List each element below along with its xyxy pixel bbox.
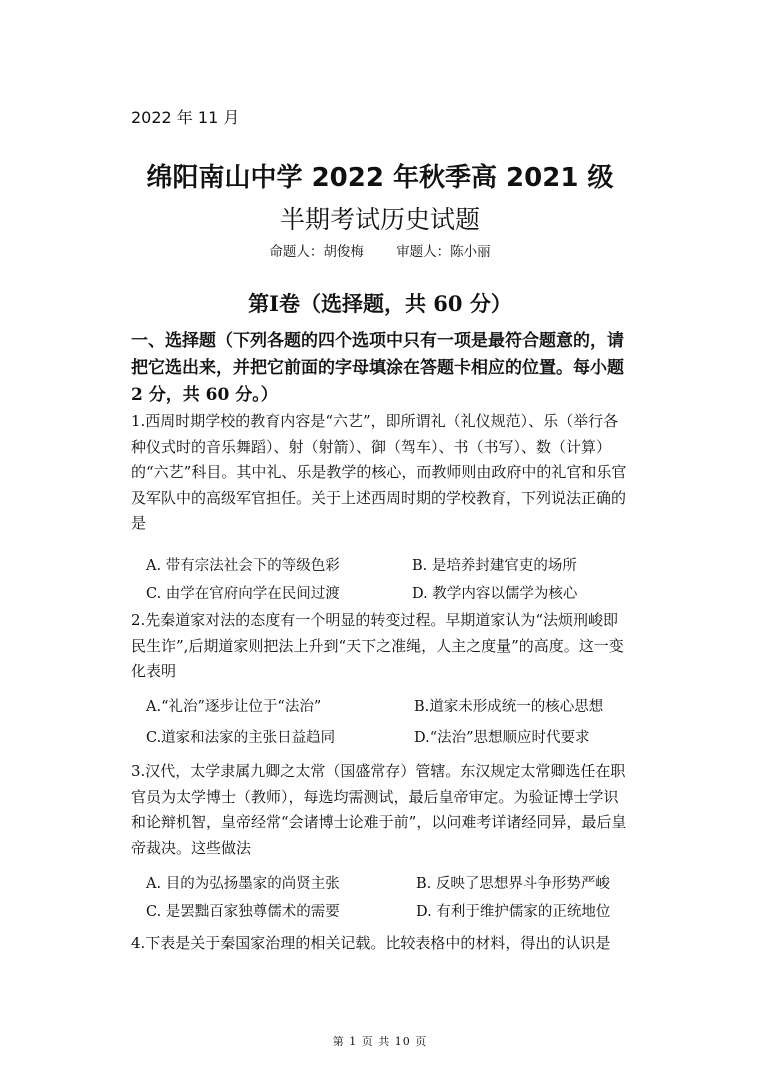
exam-title: 绵阳南山中学 2022 年秋季高 2021 级 — [146, 163, 614, 193]
question-4 — [131, 931, 631, 957]
question-3-option-b: B. 反映了思想界斗争形势严峻 — [416, 876, 610, 892]
section-title: 第Ⅰ卷（选择题，共 60 分） — [248, 291, 512, 316]
question-3-option-c: C. 是罢黜百家独尊儒术的需要 — [146, 904, 340, 920]
question-stem: 1.西周时期学校的教育内容是“六艺”，即所谓礼（礼仪规范）、乐（举行各种仪式时的音乐舞蹈）、射（射箭）、御（驾车）、书（书写）、数（计算）的“六艺”科目。其中礼、乐是教学的核心，而教师则由政府中的礼官和乐官及军队中的高级军官担任。关于上述西周时期的学校教育，下列说法正确的是 — [131, 412, 627, 532]
question-1-option-d: D. 教学内容以儒学为核心 — [412, 586, 578, 602]
question-3 — [131, 759, 631, 861]
question-3-option-d: D. 有利于维护儒家的正统地位 — [416, 904, 611, 920]
question-1-option-a: A. 带有宗法社会下的等级色彩 — [146, 558, 340, 574]
question-2-option-c: C.道家和法家的主张日益趋同 — [146, 730, 336, 746]
question-stem: 3.汉代，太学隶属九卿之太常（国盛常存）管辖。东汉规定太常卿选任在职官员为太学博士（教师），每选均需测试，最后皇帝审定。为验证博士学识和论辩机智，皇帝经常“会诸博士论难于前”，以问难考详诸经同异，最后皇帝裁决。这些做法 — [131, 762, 627, 857]
question-3-option-a: A. 目的为弘扬墨家的尚贤主张 — [146, 876, 340, 892]
exam-subtitle: 半期考试历史试题 — [279, 205, 480, 234]
reviewer-label: 审题人：陈小丽 — [396, 244, 491, 260]
question-stem: 4.下表是关于秦国家治理的相关记载。比较表格中的材料，得出的认识是 — [131, 934, 611, 952]
question-1-option-c: C. 由学在官府向学在民间过渡 — [146, 586, 340, 602]
question-2 — [131, 608, 631, 685]
question-1-option-b: B. 是培养封建官吏的场所 — [412, 558, 577, 574]
question-2-option-b: B.道家未形成统一的核心思想 — [414, 699, 604, 715]
section-instructions: 一、选择题（下列各题的四个选项中只有一项是最符合题意的，请把它选出来，并把它前面的字母填涂在答题卡相应的位置。每小题 2 分，共 60 分。） — [131, 331, 624, 405]
question-1 — [131, 409, 631, 537]
exam-date: 2022 年 11 月 — [131, 108, 240, 127]
question-2-option-d: D.“法治”思想顺应时代要求 — [414, 730, 590, 746]
exam-authors — [0, 240, 760, 260]
question-2-option-a: A.“礼治”逐步让位于“法治” — [146, 699, 322, 715]
page-footer: 第 1 页 共 10 页 — [332, 1035, 428, 1048]
setter-label: 命题人：胡俊梅 — [269, 244, 364, 260]
question-stem: 2.先秦道家对法的态度有一个明显的转变过程。早期道家认为“法烦刑峻即民生诈”,后期道家则把法上升到“天下之准绳，人主之度量”的高度。这一变化表明 — [131, 611, 624, 680]
